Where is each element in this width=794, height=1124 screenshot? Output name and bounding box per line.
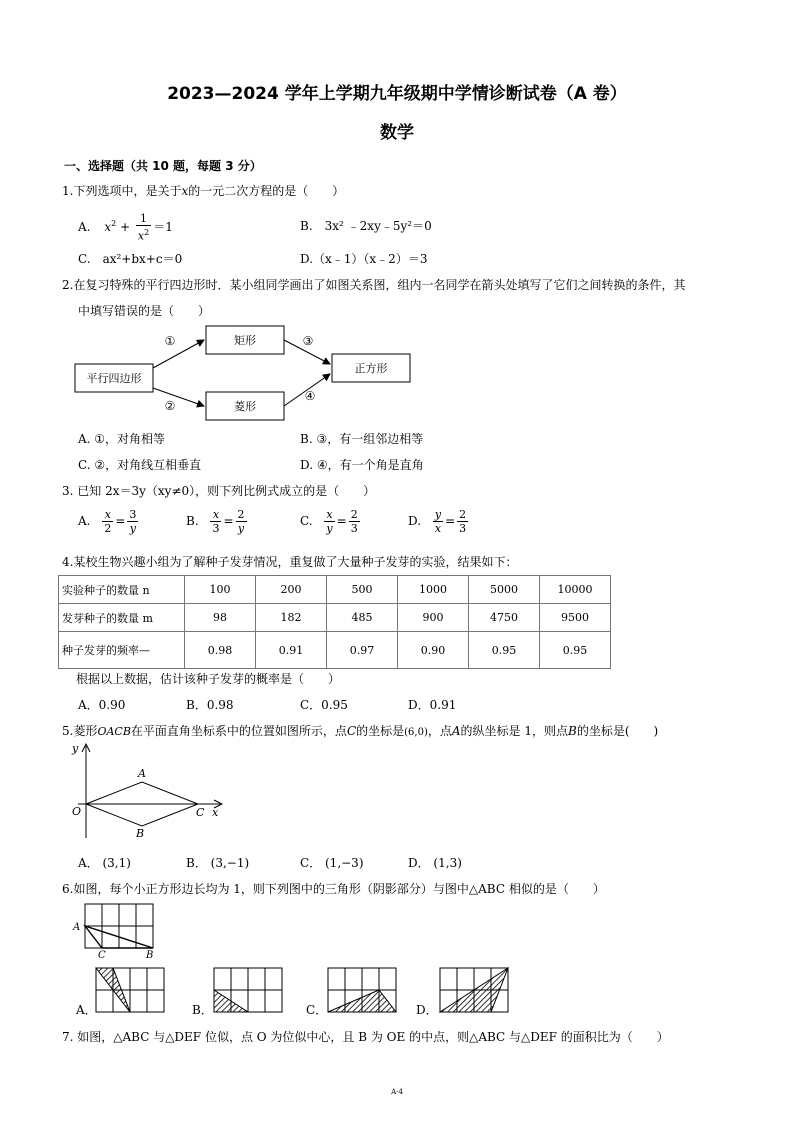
q5-stem bbox=[62, 722, 658, 739]
q3-c-num1: x bbox=[326, 508, 333, 521]
q1-a-label: A. bbox=[78, 219, 91, 234]
q4-option-d: D．0.91 bbox=[408, 698, 457, 712]
table-cell: 500 bbox=[327, 576, 398, 604]
q3-stem: 3. 已知 2x＝3y（xy≠0），则下列比例式成立的是（ ） bbox=[62, 484, 376, 498]
q1-stem-var: x bbox=[181, 184, 189, 198]
q5-stem-b: 在平面直角坐标系中的位置如图所示，点 bbox=[130, 724, 347, 738]
table-cell: 900 bbox=[398, 604, 469, 632]
q5-stem-f: 的纵坐标是 1，则点 bbox=[460, 724, 568, 738]
q3-b-num2: 2 bbox=[237, 508, 245, 521]
option-d-label: D． bbox=[416, 1003, 438, 1017]
label-x: x bbox=[212, 806, 219, 819]
label-b: B bbox=[136, 827, 145, 840]
q1-option-a: A. $x^2$ + $\frac{1}{x^2}$ ＝1 bbox=[78, 212, 173, 243]
q3-c-den2: 3 bbox=[350, 522, 358, 535]
label-c: C bbox=[98, 950, 106, 960]
table-cell: 0.95 bbox=[540, 632, 611, 669]
q1-stem-b: 的一元二次方程的是（ ） bbox=[188, 184, 345, 198]
q3-d-eq: = bbox=[445, 514, 456, 528]
arrow-4-label: ④ bbox=[304, 389, 316, 403]
option-c-label: C． bbox=[306, 1003, 328, 1017]
q5-stem-a: 5.菱形 bbox=[62, 724, 98, 738]
table-cell: 0.90 bbox=[398, 632, 469, 669]
q3-b-label: B. bbox=[186, 514, 199, 528]
q3-a-label: A. bbox=[78, 514, 91, 528]
table-cell: 0.95 bbox=[469, 632, 540, 669]
arrow-1-label: ① bbox=[164, 334, 176, 348]
table-cell: 实验种子的数量 n bbox=[59, 576, 185, 604]
q1-a-eq-right: ＝1 bbox=[153, 219, 173, 234]
q5-stem-c: C bbox=[346, 724, 357, 738]
q3-c-den1: y bbox=[326, 522, 333, 535]
arrow-1 bbox=[153, 340, 204, 368]
q2-stem-line1: 2.在复习特殊的平行四边形时．某小组同学画出了如图关系图，组内一名同学在箭头处填写了它们之间转换的条件，其 bbox=[62, 278, 686, 292]
table-cell: 发芽种子的数量 m bbox=[59, 604, 185, 632]
option-b-grid bbox=[214, 968, 282, 1012]
table-cell: 10000 bbox=[540, 576, 611, 604]
q5-rhombus-figure bbox=[60, 740, 230, 840]
page-number: A-4 bbox=[391, 1088, 403, 1096]
option-b-label: B． bbox=[192, 1003, 213, 1017]
table-cell: 1000 bbox=[398, 576, 469, 604]
option-a-label: A． bbox=[76, 1003, 97, 1017]
table-row bbox=[59, 632, 611, 669]
q2-stem-line2: 中填写错误的是（ ） bbox=[78, 304, 211, 318]
option-d-grid bbox=[440, 968, 508, 1012]
box-square-label: 正方形 bbox=[354, 362, 388, 375]
q5-stem-d: 的坐标是 bbox=[356, 724, 405, 738]
q1-stem-a: 1.下列选项中，是关于 bbox=[62, 184, 182, 198]
q3-b-eq: = bbox=[223, 514, 234, 528]
q5-stem-coord: (6,0) bbox=[404, 727, 428, 738]
q3-a-num2: 3 bbox=[129, 508, 137, 521]
q5-stem-a2: A bbox=[451, 724, 461, 738]
table-cell: 0.91 bbox=[256, 632, 327, 669]
option-c-grid bbox=[328, 968, 396, 1012]
q5-stem-b2: B bbox=[568, 724, 577, 738]
q6-options-figure bbox=[70, 962, 570, 1022]
label-c: C bbox=[196, 806, 205, 819]
q3-d-num2: 2 bbox=[459, 508, 467, 521]
table-cell: 100 bbox=[185, 576, 256, 604]
label-a: A bbox=[73, 922, 81, 933]
q2-option-a: A. ①，对角相等 bbox=[78, 432, 166, 446]
q3-b-den2: y bbox=[237, 522, 245, 535]
q2-option-d: D. ④，有一个角是直角 bbox=[300, 458, 424, 472]
q2-relation-diagram bbox=[60, 318, 420, 423]
box-rhombus-label: 菱形 bbox=[234, 400, 256, 413]
q3-d-num1: y bbox=[434, 508, 442, 521]
q3-option-c bbox=[300, 508, 362, 535]
q3-d-den2: 3 bbox=[459, 522, 467, 535]
q4-after: 根据以上数据，估计该种子发芽的概率是（ ） bbox=[76, 672, 341, 686]
table-cell: 0.98 bbox=[185, 632, 256, 669]
q3-option-d bbox=[408, 508, 470, 535]
table-row bbox=[59, 576, 611, 604]
table-cell: 182 bbox=[256, 604, 327, 632]
table-cell: 200 bbox=[256, 576, 327, 604]
table-row bbox=[59, 604, 611, 632]
q3-c-num2: 2 bbox=[350, 508, 358, 521]
q1-option-b: B. 3x² ﹣2xy﹣5y²＝0 bbox=[300, 219, 432, 233]
q4-option-c: C．0.95 bbox=[300, 698, 348, 712]
table-cell: 98 bbox=[185, 604, 256, 632]
q3-c-eq: = bbox=[336, 514, 347, 528]
table-cell: 485 bbox=[327, 604, 398, 632]
q6-reference-grid bbox=[70, 900, 170, 960]
q7-stem: 7. 如图，△ABC 与△DEF 位似，点 O 为位似中心，且 B 为 OE 的中点，则△ABC 与△DEF 的面积比为（ ） bbox=[62, 1030, 669, 1044]
q4-option-a: A．0.90 bbox=[78, 698, 126, 712]
q5-option-b: B． (3,−1) bbox=[186, 856, 250, 870]
page-title: 2023—2024 学年上学期九年级期中学情诊断试卷（A 卷） bbox=[167, 84, 627, 104]
table-cell: 种子发芽的频率— bbox=[59, 632, 185, 669]
q3-d-den1: x bbox=[434, 522, 442, 535]
q1-option-d: D.（x﹣1）（x﹣2）＝3 bbox=[300, 252, 428, 266]
q3-b-num1: x bbox=[210, 508, 221, 522]
q3-b-den1: 3 bbox=[212, 522, 220, 535]
q5-option-a: A． (3,1) bbox=[78, 856, 131, 870]
table-cell: 9500 bbox=[540, 604, 611, 632]
label-o: O bbox=[72, 805, 82, 818]
q5-stem-g: 的坐标是( ) bbox=[576, 724, 659, 738]
q4-option-b: B．0.98 bbox=[186, 698, 234, 712]
label-b: B bbox=[146, 950, 154, 960]
q3-a-den1: 2 bbox=[104, 522, 112, 535]
box-rectangle-label: 矩形 bbox=[234, 334, 256, 347]
table-cell: 0.97 bbox=[327, 632, 398, 669]
q5-option-c: C． (1,−3) bbox=[300, 856, 364, 870]
q3-c-label: C. bbox=[300, 514, 313, 528]
option-a-grid bbox=[96, 968, 164, 1012]
subject-title: 数学 bbox=[380, 123, 414, 143]
arrow-3-label: ③ bbox=[302, 334, 314, 348]
q6-stem: 6.如图，每个小正方形边长均为 1，则下列图中的三角形（阴影部分）与图中△ABC 相似的是（ ） bbox=[62, 882, 605, 896]
q3-a-num1: x bbox=[102, 508, 113, 522]
q3-option-a bbox=[78, 508, 140, 535]
q3-a-eq: = bbox=[115, 514, 126, 528]
q4-stem: 4.某校生物兴趣小组为了解种子发芽情况，重复做了大量种子发芽的实验，结果如下： bbox=[62, 555, 518, 569]
table-cell: 5000 bbox=[469, 576, 540, 604]
q3-a-den2: y bbox=[129, 522, 136, 535]
section-heading: 一、选择题（共 10 题，每题 3 分） bbox=[64, 159, 262, 173]
table-cell: 4750 bbox=[469, 604, 540, 632]
q1-option-c: C. ax²+bx+c＝0 bbox=[78, 252, 183, 266]
q3-option-b bbox=[186, 508, 249, 535]
label-y: y bbox=[72, 742, 79, 755]
q3-d-label: D. bbox=[408, 514, 422, 528]
arrow-2 bbox=[153, 388, 204, 406]
label-a: A bbox=[138, 767, 146, 780]
q5-stem-oacb: OACB bbox=[97, 725, 131, 738]
q5-option-d: D． (1,3) bbox=[408, 856, 462, 870]
q1-stem bbox=[62, 182, 344, 199]
box-parallelogram-label: 平行四边形 bbox=[86, 372, 142, 385]
q2-option-b: B. ③，有一组邻边相等 bbox=[300, 432, 424, 446]
q5-stem-e: ，点 bbox=[427, 724, 452, 738]
seed-table bbox=[58, 575, 611, 669]
arrow-2-label: ② bbox=[164, 399, 176, 413]
q2-option-c: C. ②，对角线互相垂直 bbox=[78, 458, 202, 472]
